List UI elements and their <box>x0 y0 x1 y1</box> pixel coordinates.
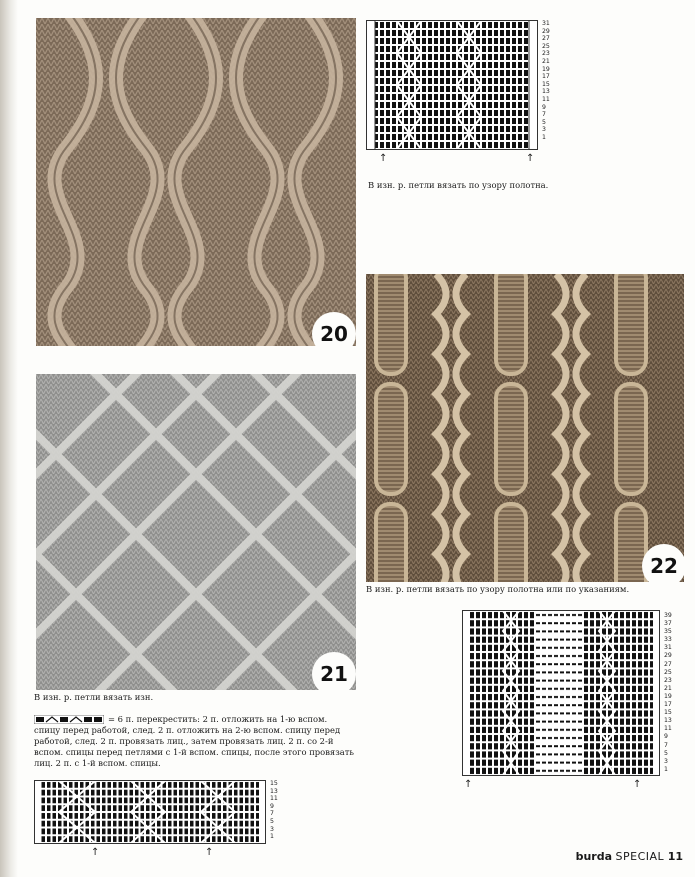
chart-21 <box>34 780 266 844</box>
pattern-20-number: 20 <box>312 312 356 356</box>
pattern-21-number: 21 <box>312 652 356 696</box>
chart-21-row-numbers: 15 13 11 9 7 5 3 1 <box>270 780 278 841</box>
cross-symbol-legend <box>34 714 356 769</box>
pattern-21-photo <box>36 374 356 690</box>
chart-20-row-numbers: 31 29 27 25 23 21 19 17 15 13 11 9 7 5 3 1 <box>542 20 550 141</box>
chart-20-right-arrow: ↑ <box>526 153 535 164</box>
pattern-21-caption: В изн. р. петли вязать изн. <box>34 692 154 702</box>
footer-series: SPECIAL <box>615 850 665 863</box>
chart-22 <box>462 610 660 776</box>
page-footer <box>576 850 683 863</box>
pattern-20-photo <box>36 18 356 346</box>
chart-22-right-arrow: ↑ <box>633 779 642 790</box>
chart-20 <box>366 20 538 150</box>
chart-22-row-numbers: 39 37 35 33 31 29 27 25 23 21 19 17 15 13 11 9 7 5 3 1 <box>664 612 672 773</box>
chart-20-caption: В изн. р. петли вязать по узору полотна. <box>368 180 549 190</box>
pattern-22-photo <box>366 274 684 582</box>
cross-symbol-description: = 6 п. перекрестить: 2 п. отложить на 1-ю вспом. спицу перед работой, след. 2 п. отложить на 2-ю вспом. спицу перед работой, след. 2 п. провязать лиц., затем провязать лиц. 2 п. со 2-й вспом. спицы перед петлями с 1-й вспом. спицы, после этого провязать лиц. 2 п. с 1-й вспом. спицы. <box>34 714 354 768</box>
footer-brand: burda <box>575 850 613 863</box>
page-number: 11 <box>667 850 683 863</box>
chart-21-right-arrow: ↑ <box>205 847 214 858</box>
page-spine-shadow <box>0 0 18 877</box>
pattern-22-caption: В изн. р. петли вязать по узору полотна или по указаниям. <box>366 584 630 594</box>
chart-21-left-arrow: ↑ <box>91 847 100 858</box>
pattern-22-number: 22 <box>642 544 686 588</box>
chart-22-left-arrow: ↑ <box>464 779 473 790</box>
cross-symbol-icon <box>34 715 104 724</box>
chart-20-left-arrow: ↑ <box>379 153 388 164</box>
